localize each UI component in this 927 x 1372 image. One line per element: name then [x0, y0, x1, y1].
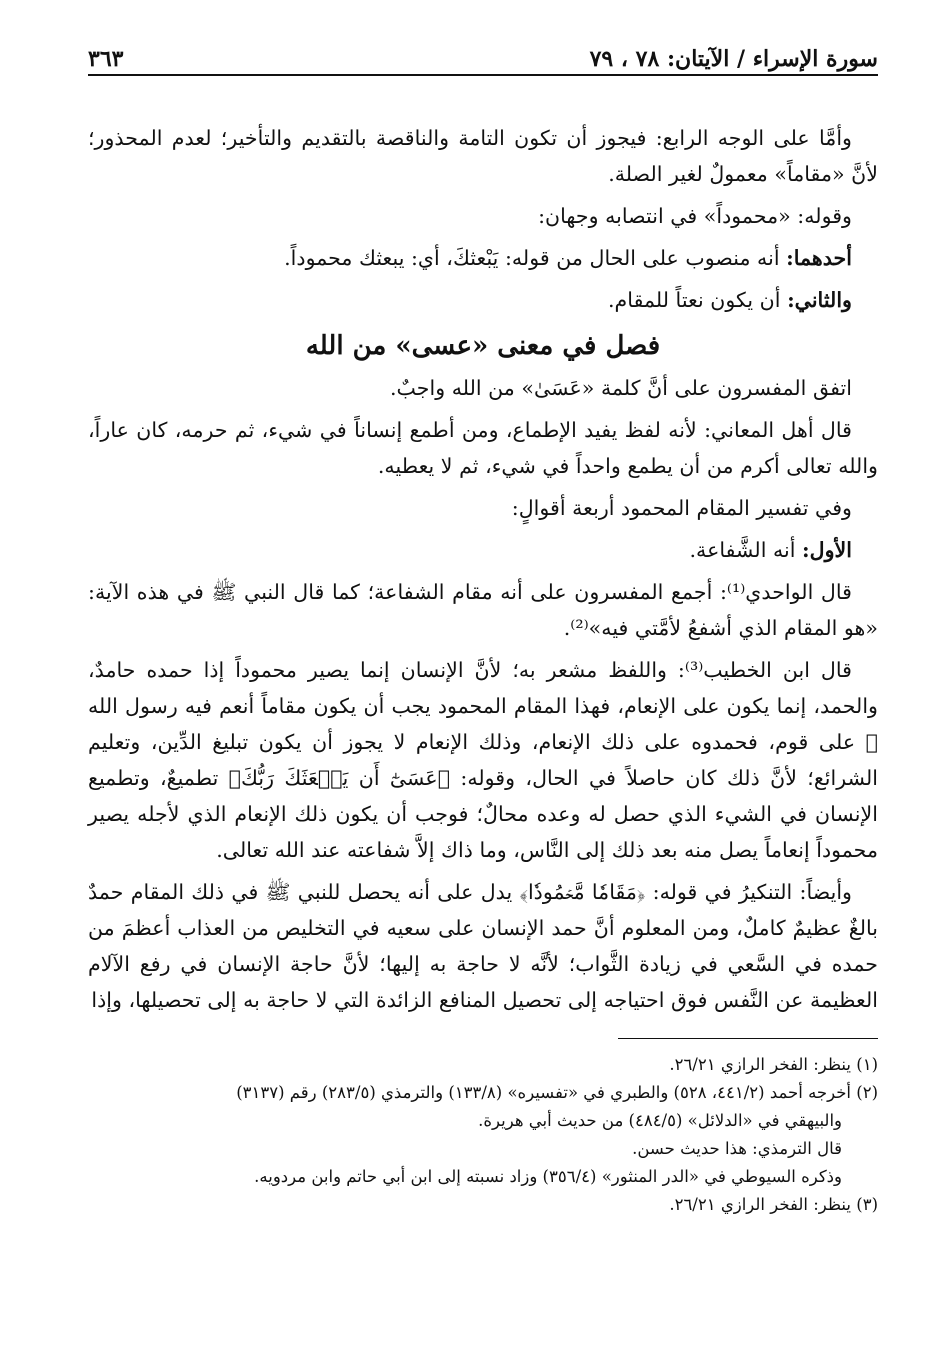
footnote-2-continuation: والبيهقي في «الدلائل» (٤٨٤/٥) من حديث أبي هريرة.: [478, 1111, 842, 1130]
paragraph-four-sayings: وفي تفسير المقام المحمود أربعة أقوالٍ:: [511, 496, 852, 520]
paragraph-mahmudan-intro: وقوله: «محموداً» في انتصابه وجهان:: [538, 204, 852, 228]
footnote-2-tirmidhi: قال الترمذي: هذا حديث حسن.: [632, 1139, 842, 1158]
second-aspect-label: والثاني:: [787, 288, 852, 312]
footnote-2-suyuti: وذكره السيوطي في «الدر المنثور» (٣٥٦/٤) وزاد نسبته إلى ابن أبي حاتم وابن مردويه.: [254, 1167, 842, 1186]
book-page: [88, 38, 878, 1219]
first-saying-label: الأول:: [802, 538, 852, 562]
footnotes: [88, 1051, 878, 1219]
footnote-3: (٣) ينظر: الفخر الرازي ٢٦/٢١.: [669, 1195, 878, 1214]
first-saying-text: أنه الشَّفاعة.: [689, 538, 796, 562]
page-header: [88, 38, 878, 76]
footnote-1: (١) ينظر: الفخر الرازي ٢٦/٢١.: [669, 1055, 878, 1074]
paragraph-tankir: وأيضاً: التنكيرُ في قوله: ﴿مَقَامٗا مَّحۡمُودٗا﴾ يدل على أنه يحصل للنبي ﷺ في ذلك المقام حمدٌ بالغٌ عظيمٌ كاملٌ، ومن المعلوم أنَّ حمد الإنسان على سعيه في التخليص من العذاب أعظمَ من حمده في السَّعي في زيادة الثَّواب؛ لأنَّه لا حاجة به إليها؛ لأنَّ حاجة الإنسان في رفع الآلام العظيمة عن النَّفس فوق احتياجه إلى تحصيل المنافع الزائدة التي لا حاجة به إلى تحصيلها، وإذا: [88, 880, 878, 1012]
paragraph-first-aspect: [88, 240, 878, 276]
main-text: [88, 120, 878, 1018]
paragraph-ibn-al-khatib: قال ابن الخطيب⁽³⁾: واللفظ مشعر به؛ لأنَّ الإنسان إنما يصير محموداً إذا حمده حامدٌ، والحمد، إنما يكون على الإنعام، فهذا المقام المحمود يجب أن يكون مقاماً أنعم فيه رسول الله ﷺ على قوم، فحمدوه على ذلك الإنعام، وذلك الإنعام لا يجوز أن يكون تبليغ الدِّين، وتعليم الشرائع؛ لأنَّ ذلك كان حاصلاً في الحال، وقوله: ﴿عَسَىٰٓ أَن يَبۡعَثَكَ رَبُّكَ﴾ تطميعٌ، وتطميع الإنسان في الشيء الذي حصل له وعده محالٌ؛ فوجب أن يكون ذلك الإنعام الذي لأجله يصير محموداً إنعاماً يصل منه بعد ذلك إلى النَّاس، وما ذاك إلاَّ شفاعته عند الله تعالى.: [88, 658, 878, 862]
second-aspect-text: أن يكون نعتاً للمقام.: [608, 288, 781, 312]
first-aspect-text: أنه منصوب على الحال من قوله: يَبْعثكَ، أي: يبعثك محموداً.: [284, 246, 780, 270]
paragraph-first-saying: [88, 532, 878, 568]
paragraph-asa-wajib: اتفق المفسرون على أنَّ كلمة «عَسَىٰ» من الله واجبٌ.: [390, 376, 852, 400]
page-number: ٣٦٣: [88, 46, 124, 72]
first-aspect-label: أحدهما:: [786, 246, 852, 270]
section-heading: فصل في معنى «عسى» من الله: [305, 331, 661, 361]
paragraph-ahl-al-maani: قال أهل المعاني: لأنه لفظ يفيد الإطماع، ومن أطمع إنساناً في شيء، ثم حرمه، كان عاراً، والله تعالى أكرم من أن يطمع واحداً في شيء، ثم لا يعطيه.: [88, 418, 878, 478]
footnote-2: (٢) أخرجه أحمد (٤٤١/٢، ٥٢٨) والطبري في «تفسيره» (١٣٣/٨) والترمذي (٢٨٣/٥) رقم (٣١٣٧): [236, 1083, 878, 1102]
running-title: سورة الإسراء / الآيتان: ٧٨ ، ٧٩: [589, 46, 878, 72]
paragraph-wahidi: قال الواحدي⁽¹⁾: أجمع المفسرون على أنه مقام الشفاعة؛ كما قال النبي ﷺ في هذه الآية: «هو المقام الذي أشفعُ لأمَّتي فيه»⁽²⁾.: [88, 580, 878, 640]
paragraph-fourth-aspect: وأمَّا على الوجه الرابع: فيجوز أن تكون التامة والناقصة بالتقديم والتأخير؛ لعدم المحذور؛ لأنَّ «مقاماً» معمولٌ لغير الصلة.: [88, 126, 878, 186]
paragraph-second-aspect: [88, 282, 878, 318]
footnote-divider: [618, 1038, 878, 1039]
